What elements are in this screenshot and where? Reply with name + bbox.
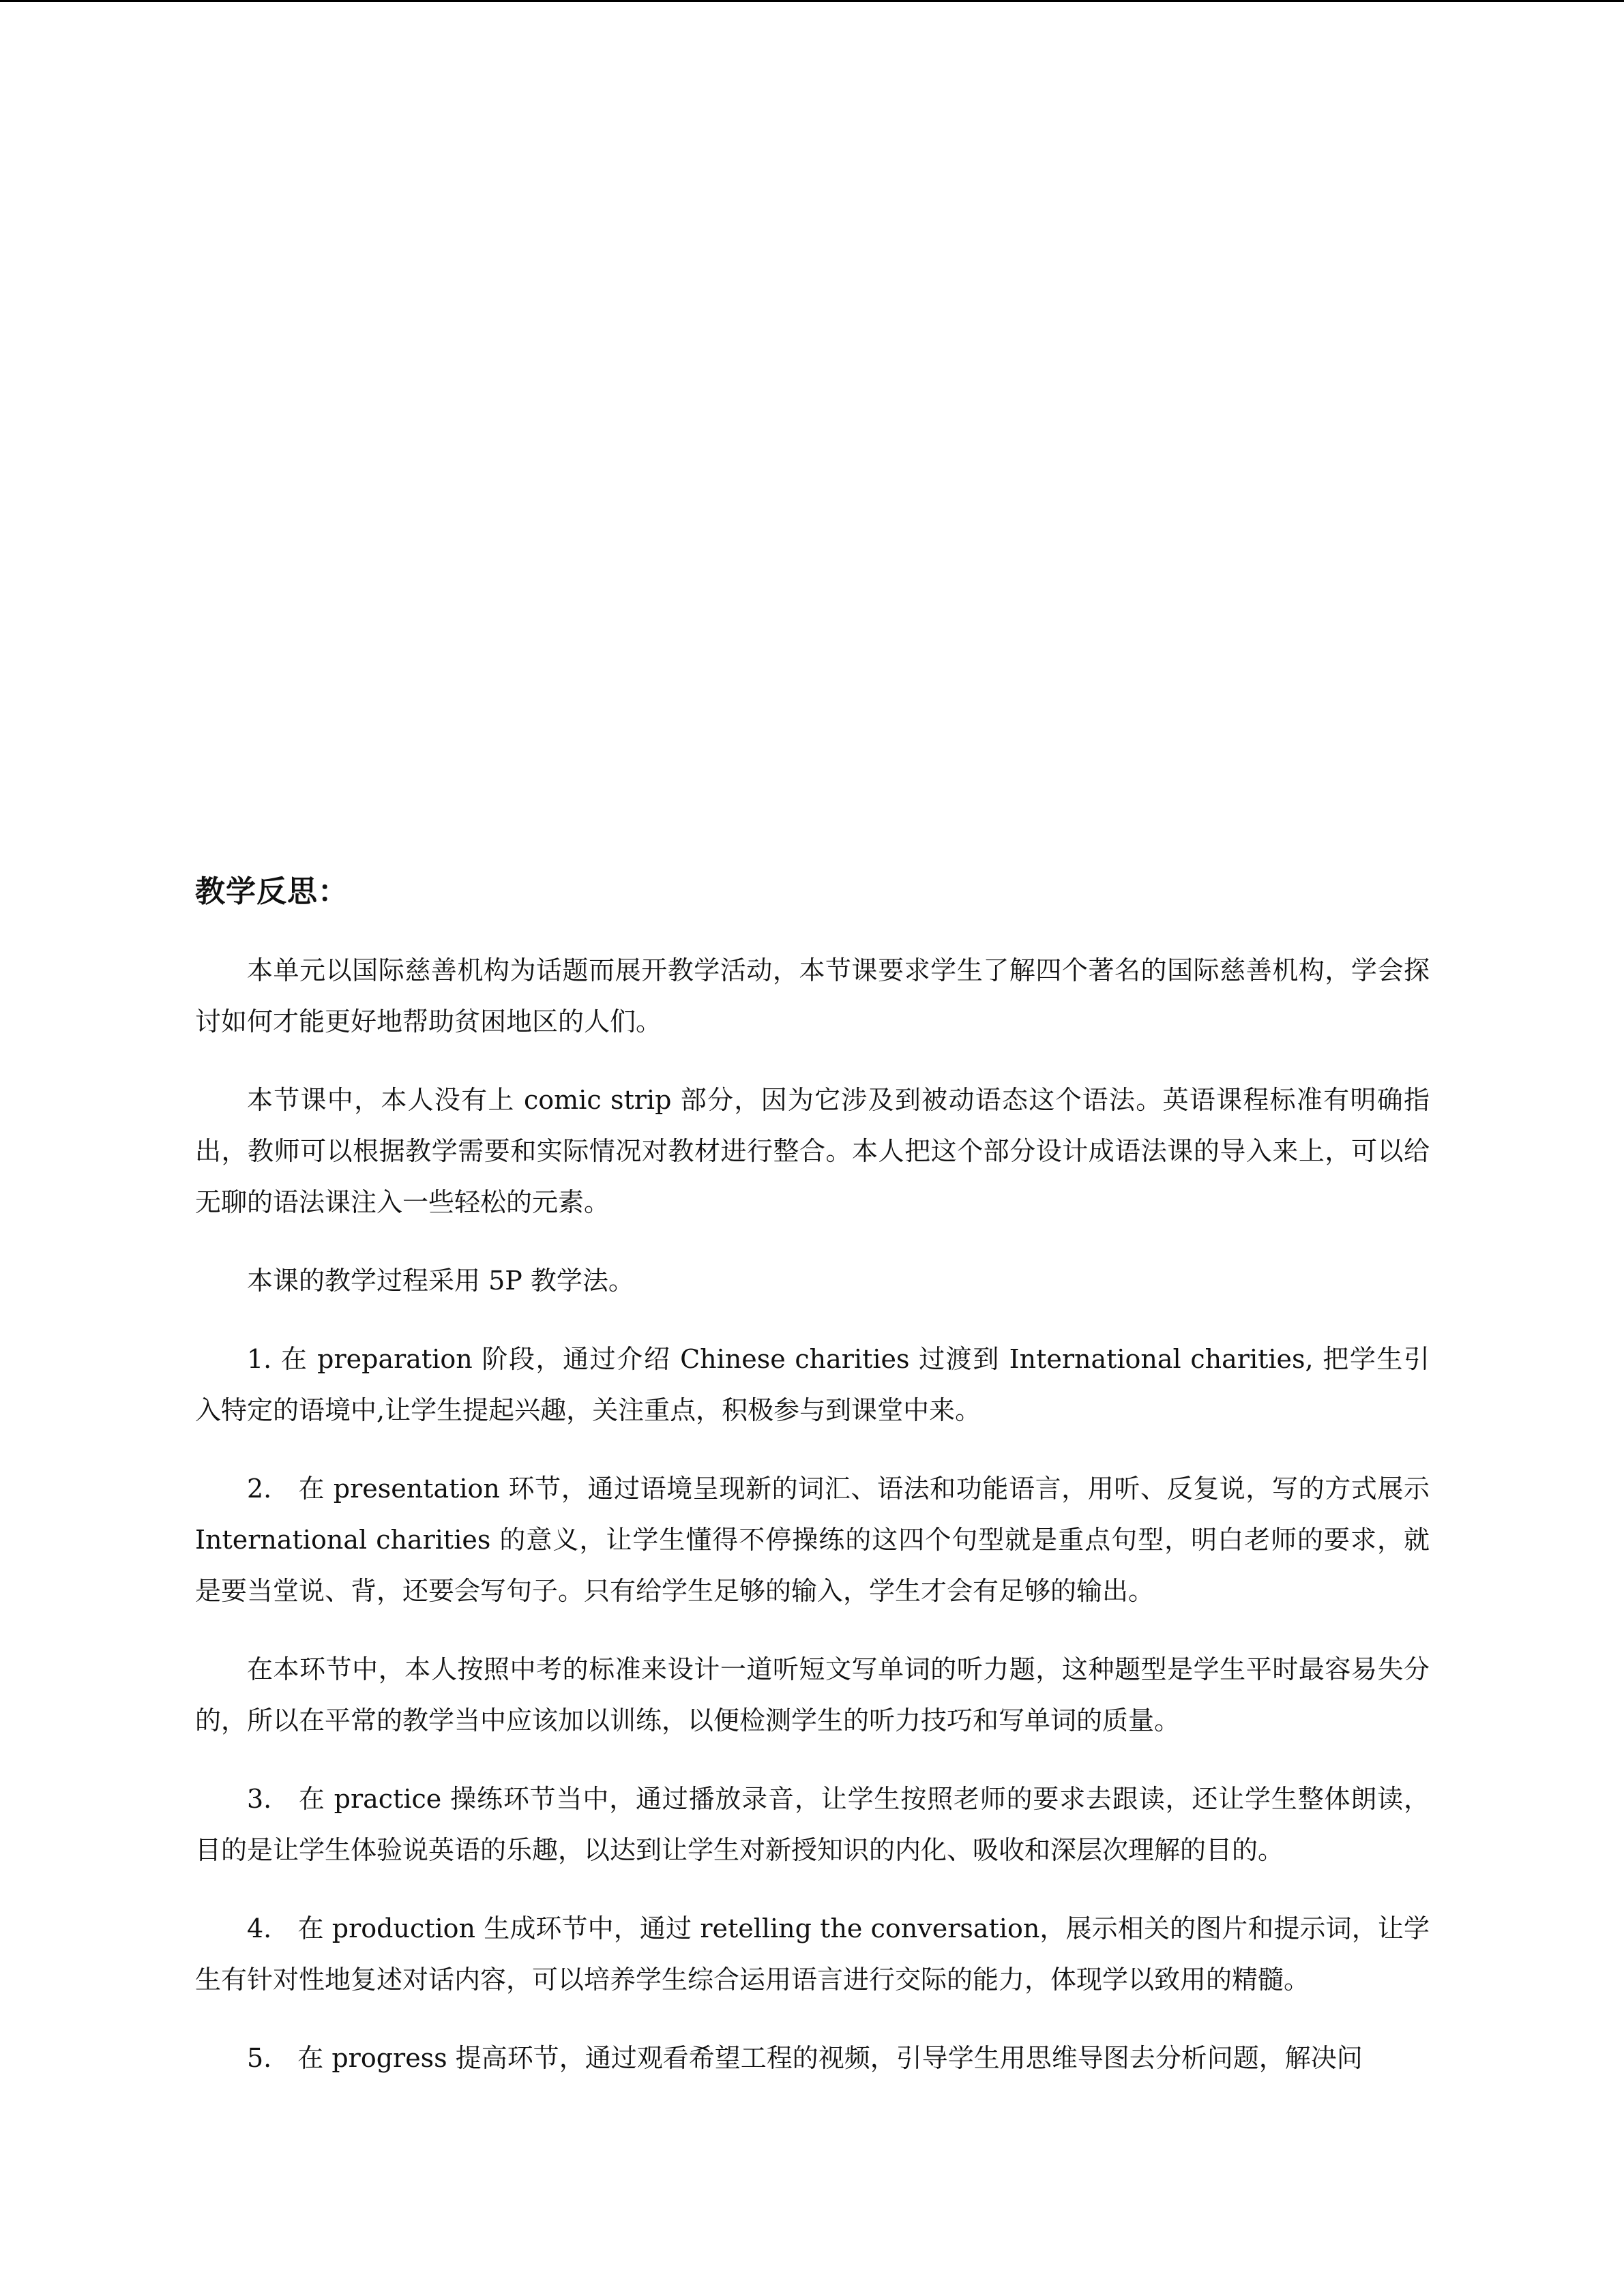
paragraph-5p-method: 本课的教学过程采用 5P 教学法。 [247, 1266, 634, 1296]
paragraph-comic-strip: 本节课中，本人没有上 comic strip 部分，因为它涉及到被动语态这个语法。英语课程标准有明确指出，教师可以根据教学需要和实际情况对教材进行整合。本人把这个部分设计成语法课的导入来上，可以给无聊的语法课注入一些轻松的元素。 [195, 1085, 1430, 1217]
paragraph-listening-task: 在本环节中，本人按照中考的标准来设计一道听短文写单词的听力题，这种题型是学生平时最容易失分的，所以在平常的教学当中应该加以训练，以便检测学生的听力技巧和写单词的质量。 [195, 1654, 1430, 1735]
paragraph-practice: 3. 在 practice 操练环节当中，通过播放录音，让学生按照老师的要求去跟读，还让学生整体朗读，目的是让学生体验说英语的乐趣，以达到让学生对新授知识的内化、吸收和深层次理解的目的。 [195, 1784, 1430, 1865]
page-body [195, 866, 1430, 2111]
top-border-line [0, 0, 1624, 2]
paragraph-preparation: 1. 在 preparation 阶段，通过介绍 Chinese charities 过渡到 International charities, 把学生引入特定的语境中,让学生提起兴趣，关注重点，积极参与到课堂中来。 [195, 1344, 1430, 1425]
paragraph-production: 4. 在 production 生成环节中，通过 retelling the conversation，展示相关的图片和提示词，让学生有针对性地复述对话内容，可以培养学生综合运用语言进行交际的能力，体现学以致用的精髓。 [195, 1913, 1430, 1995]
section-heading: 教学反思： [195, 874, 349, 909]
paragraph-unit-topic: 本单元以国际慈善机构为话题而展开教学活动，本节课要求学生了解四个著名的国际慈善机构，学会探讨如何才能更好地帮助贫困地区的人们。 [195, 955, 1430, 1037]
paragraph-presentation: 2. 在 presentation 环节，通过语境呈现新的词汇、语法和功能语言，用听、反复说，写的方式展示 International charities 的意义，让学生懂得不停操练的这四个句型就是重点句型，明白老师的要求，就是要当堂说、背，还要会写句子。只有给学生足够的输入，学生才会有足够的输出。 [195, 1474, 1430, 1606]
paragraph-progress: 5. 在 progress 提高环节，通过观看希望工程的视频，引导学生用思维导图去分析问题，解决问 [247, 2043, 1363, 2073]
